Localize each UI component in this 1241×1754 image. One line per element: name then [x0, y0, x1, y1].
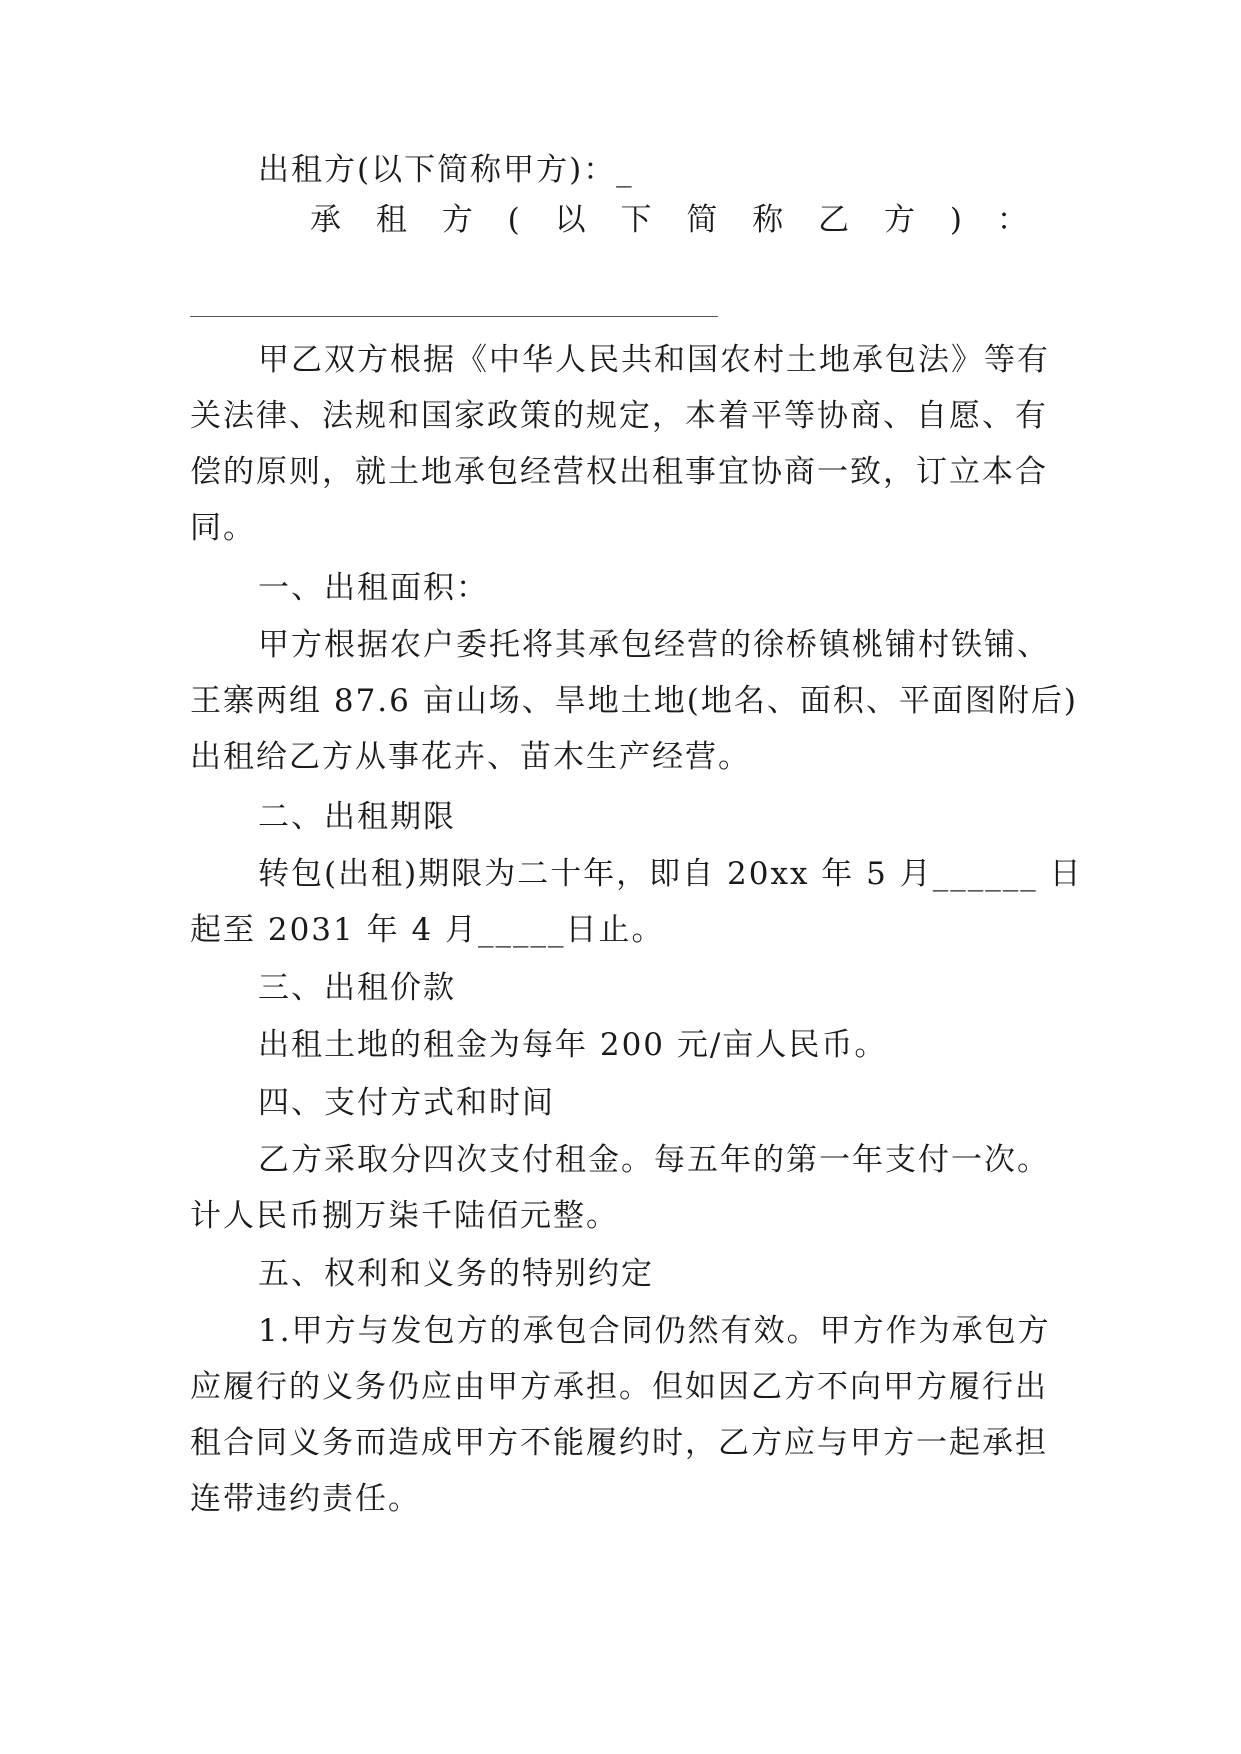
paragraph-line: 甲方根据农户委托将其承包经营的徐桥镇桃铺村铁铺、	[258, 627, 1050, 663]
lessee-char: 称	[752, 202, 786, 238]
paragraph-line: 甲乙双方根据《中华人民共和国农村土地承包法》等有	[258, 342, 1050, 378]
section-heading: 五、权利和义务的特别约定	[258, 1256, 654, 1292]
paragraph-line: 应履行的义务仍应由甲方承担。但如因乙方不向甲方履行出	[190, 1369, 1048, 1405]
paragraph-line: 同。	[190, 510, 256, 546]
lessee-char: (	[507, 202, 522, 238]
fill-in-blank-rule	[190, 316, 718, 317]
section-heading: 四、支付方式和时间	[258, 1085, 555, 1121]
paragraph-line: 出租给乙方从事花卉、苗木生产经营。	[190, 739, 751, 775]
paragraph-line: 出租土地的租金为每年 200 元/亩人民币。	[258, 1027, 888, 1063]
lessee-char: ：	[996, 202, 1030, 238]
lessee-char: 租	[375, 202, 409, 238]
paragraph-line: 租合同义务而造成甲方不能履约时，乙方应与甲方一起承担	[190, 1425, 1048, 1461]
lessee-char: 承	[310, 202, 343, 238]
paragraph-line: 转包(出租)期限为二十年，即自 20xx 年 5 月______ 日	[258, 856, 1083, 892]
lessee-char: 方	[883, 202, 917, 238]
section-heading: 一、出租面积：	[258, 570, 489, 606]
paragraph-line: 关法律、法规和国家政策的规定，本着平等协商、自愿、有	[190, 398, 1048, 434]
section-heading: 三、出租价款	[258, 970, 456, 1006]
paragraph-line: 连带违约责任。	[190, 1481, 421, 1517]
lessee-char: )	[949, 202, 964, 238]
lessee-char: 乙	[818, 202, 852, 238]
lessee-char: 以	[554, 202, 588, 238]
paragraph-line: 1.甲方与发包方的承包合同仍然有效。甲方作为承包方	[258, 1313, 1051, 1349]
lessee-line	[310, 200, 1030, 240]
paragraph-line: 乙方采取分四次支付租金。每五年的第一年支付一次。	[258, 1142, 1050, 1178]
lessee-char: 方	[441, 202, 475, 238]
section-heading: 二、出租期限	[258, 799, 456, 835]
paragraph-line: 王寨两组 87.6 亩山场、旱地土地(地名、面积、平面图附后)	[190, 683, 1078, 719]
paragraph-line: 计人民币捌万柒千陆佰元整。	[190, 1198, 619, 1234]
paragraph-line: 起至 2031 年 4 月_____日止。	[190, 912, 665, 948]
lessee-char: 下	[620, 202, 654, 238]
lessee-char: 简	[686, 202, 720, 238]
lessor-line: 出租方(以下简称甲方)：_	[258, 152, 634, 188]
paragraph-line: 偿的原则，就土地承包经营权出租事宜协商一致，订立本合	[190, 454, 1048, 490]
